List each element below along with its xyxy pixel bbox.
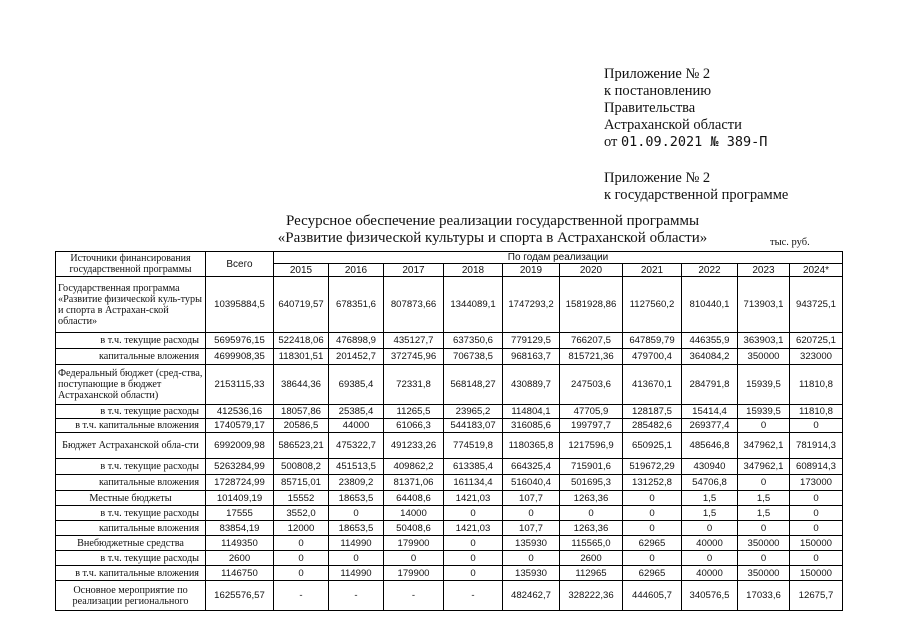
year-value: 475322,7	[329, 433, 384, 459]
year-value: 446355,9	[682, 333, 738, 349]
year-value: 1,5	[738, 506, 790, 521]
year-value: 479700,4	[623, 349, 682, 365]
year-value: 1263,36	[560, 521, 623, 536]
year-value: 774519,8	[444, 433, 503, 459]
row-total: 1149350	[206, 536, 274, 551]
year-value: 430889,7	[503, 365, 560, 405]
year-header: 2020	[560, 264, 623, 277]
year-value: 0	[623, 491, 682, 506]
year-value: 323000	[790, 349, 843, 365]
year-value: 269377,4	[682, 419, 738, 433]
year-value: 50408,6	[384, 521, 444, 536]
year-header: 2024*	[790, 264, 843, 277]
year-value: 430940	[682, 459, 738, 475]
year-value: 482462,7	[503, 581, 560, 611]
row-total: 101409,19	[206, 491, 274, 506]
year-value: 44000	[329, 419, 384, 433]
year-value: 620725,1	[790, 333, 843, 349]
year-value: 363903,1	[738, 333, 790, 349]
row-label: капитальные вложения	[56, 349, 206, 365]
year-value: 15552	[274, 491, 329, 506]
year-value: 0	[790, 491, 843, 506]
table-row	[56, 581, 843, 611]
row-total: 17555	[206, 506, 274, 521]
table-row	[56, 491, 843, 506]
year-value: 608914,3	[790, 459, 843, 475]
year-value: 364084,2	[682, 349, 738, 365]
year-value: 586523,21	[274, 433, 329, 459]
year-value: 637350,6	[444, 333, 503, 349]
row-label: в т.ч. текущие расходы	[56, 551, 206, 566]
year-value: 135930	[503, 536, 560, 551]
year-value: 1421,03	[444, 521, 503, 536]
year-value: -	[444, 581, 503, 611]
year-header: 2023	[738, 264, 790, 277]
year-value: 0	[790, 506, 843, 521]
title-line-1: Ресурсное обеспечение реализации государственной программы	[285, 213, 700, 229]
appendix-date-line	[604, 134, 767, 151]
year-header: 2017	[384, 264, 444, 277]
year-value: 476898,9	[329, 333, 384, 349]
year-value: 161134,4	[444, 475, 503, 491]
year-value: 0	[790, 521, 843, 536]
year-value: 1747293,2	[503, 277, 560, 333]
year-value: 0	[738, 419, 790, 433]
year-value: 72331,8	[384, 365, 444, 405]
year-value: 285482,6	[623, 419, 682, 433]
year-value: 118301,51	[274, 349, 329, 365]
year-header: 2022	[682, 264, 738, 277]
row-label: в т.ч. текущие расходы	[56, 506, 206, 521]
year-value: 201452,7	[329, 349, 384, 365]
year-value: 128187,5	[623, 405, 682, 419]
year-value: -	[274, 581, 329, 611]
year-value: 150000	[790, 536, 843, 551]
year-value: 613385,4	[444, 459, 503, 475]
year-value: 328222,36	[560, 581, 623, 611]
year-value: 810440,1	[682, 277, 738, 333]
year-value: 568148,27	[444, 365, 503, 405]
row-label: Местные бюджеты	[56, 491, 206, 506]
year-value: 114804,1	[503, 405, 560, 419]
year-value: 114990	[329, 566, 384, 581]
year-value: 350000	[738, 536, 790, 551]
year-value: 0	[444, 506, 503, 521]
year-value: 347962,1	[738, 433, 790, 459]
year-value: 664325,4	[503, 459, 560, 475]
year-value: 0	[682, 521, 738, 536]
row-label: Основное мероприятие по реализации регионального	[56, 581, 206, 611]
row-label: Государственная программа «Развитие физической куль-туры и спорта в Астрахан-ской области»	[56, 277, 206, 333]
year-value: 64408,6	[384, 491, 444, 506]
year-value: 1421,03	[444, 491, 503, 506]
year-value: 38644,36	[274, 365, 329, 405]
year-header: 2021	[623, 264, 682, 277]
year-value: 779129,5	[503, 333, 560, 349]
table-row	[56, 405, 843, 419]
year-value: 1,5	[682, 491, 738, 506]
year-value: 0	[274, 551, 329, 566]
row-total: 6992009,98	[206, 433, 274, 459]
year-value: 0	[274, 566, 329, 581]
title-line-2: «Развитие физической культуры и спорта в Астраханской области»	[277, 230, 708, 246]
year-value: 485646,8	[682, 433, 738, 459]
year-value: 247503,6	[560, 365, 623, 405]
year-value: 3552,0	[274, 506, 329, 521]
year-value: 11810,8	[790, 405, 843, 419]
row-label: Бюджет Астраханской обла-сти	[56, 433, 206, 459]
year-value: 766207,5	[560, 333, 623, 349]
year-value: 409862,2	[384, 459, 444, 475]
row-label: Федеральный бюджет (сред-ства, поступающие в бюджет Астраханской области)	[56, 365, 206, 405]
year-value: 413670,1	[623, 365, 682, 405]
year-value: 69385,4	[329, 365, 384, 405]
year-value: 0	[790, 419, 843, 433]
year-value: 544183,07	[444, 419, 503, 433]
table-row	[56, 433, 843, 459]
year-value: 179900	[384, 536, 444, 551]
year-value: 0	[274, 536, 329, 551]
year-value: 112965	[560, 566, 623, 581]
year-value: 1217596,9	[560, 433, 623, 459]
row-total: 10395884,5	[206, 277, 274, 333]
year-value: 0	[623, 521, 682, 536]
year-value: 316085,6	[503, 419, 560, 433]
year-value: 0	[623, 506, 682, 521]
year-value: 0	[560, 506, 623, 521]
year-value: 0	[329, 506, 384, 521]
row-total: 5695976,15	[206, 333, 274, 349]
year-value: 61066,3	[384, 419, 444, 433]
year-value: 647859,79	[623, 333, 682, 349]
table-row	[56, 566, 843, 581]
year-value: 435127,7	[384, 333, 444, 349]
row-label: капитальные вложения	[56, 475, 206, 491]
appendix2-block	[604, 170, 788, 204]
year-header: 2018	[444, 264, 503, 277]
year-value: 115565,0	[560, 536, 623, 551]
appendix-date-number: 01.09.2021 № 389-П	[621, 134, 768, 150]
year-value: 40000	[682, 536, 738, 551]
row-label: в т.ч. текущие расходы	[56, 333, 206, 349]
year-value: 500808,2	[274, 459, 329, 475]
year-value: 12675,7	[790, 581, 843, 611]
table-row	[56, 521, 843, 536]
year-value: 1263,36	[560, 491, 623, 506]
year-value: 23965,2	[444, 405, 503, 419]
row-total: 1740579,17	[206, 419, 274, 433]
year-value: 62965	[623, 536, 682, 551]
row-label: в т.ч. капитальные вложения	[56, 419, 206, 433]
row-total: 1146750	[206, 566, 274, 581]
year-value: 62965	[623, 566, 682, 581]
year-value: 350000	[738, 566, 790, 581]
year-value: 1,5	[682, 506, 738, 521]
year-value: 0	[790, 551, 843, 566]
row-label: капитальные вложения	[56, 521, 206, 536]
table-row	[56, 551, 843, 566]
row-label: Внебюджетные средства	[56, 536, 206, 551]
year-value: 678351,6	[329, 277, 384, 333]
year-value: 0	[738, 475, 790, 491]
table-body	[56, 277, 843, 611]
table-row	[56, 475, 843, 491]
year-value: 54706,8	[682, 475, 738, 491]
year-value: -	[384, 581, 444, 611]
year-value: 519672,29	[623, 459, 682, 475]
year-value: 25385,4	[329, 405, 384, 419]
table-row	[56, 365, 843, 405]
row-total: 412536,16	[206, 405, 274, 419]
year-value: 1581928,86	[560, 277, 623, 333]
row-total: 5263284,99	[206, 459, 274, 475]
appendix-line: Правительства	[604, 100, 696, 116]
year-value: 350000	[738, 349, 790, 365]
year-value: 15939,5	[738, 365, 790, 405]
row-total: 2153115,33	[206, 365, 274, 405]
appendix2-line: к государственной программе	[604, 187, 789, 203]
table-row	[56, 333, 843, 349]
year-value: 1180365,8	[503, 433, 560, 459]
year-value: 107,7	[503, 521, 560, 536]
year-value: 179900	[384, 566, 444, 581]
year-value: 1,5	[738, 491, 790, 506]
year-value: 114990	[329, 536, 384, 551]
year-value: 135930	[503, 566, 560, 581]
year-value: 968163,7	[503, 349, 560, 365]
table-row	[56, 419, 843, 433]
year-value: 23809,2	[329, 475, 384, 491]
table-row	[56, 459, 843, 475]
appendix-date-prefix: от	[604, 134, 618, 150]
year-value: 0	[738, 551, 790, 566]
year-value: 0	[738, 521, 790, 536]
table-row	[56, 506, 843, 521]
year-value: 11265,5	[384, 405, 444, 419]
year-value: 706738,5	[444, 349, 503, 365]
year-value: 1344089,1	[444, 277, 503, 333]
year-value: 81371,06	[384, 475, 444, 491]
year-value: 40000	[682, 566, 738, 581]
year-value: 451513,5	[329, 459, 384, 475]
row-total: 2600	[206, 551, 274, 566]
year-value: 131252,8	[623, 475, 682, 491]
year-value: 2600	[560, 551, 623, 566]
year-value: 0	[623, 551, 682, 566]
year-value: 943725,1	[790, 277, 843, 333]
row-total: 1625576,57	[206, 581, 274, 611]
year-value: -	[329, 581, 384, 611]
year-value: 173000	[790, 475, 843, 491]
total-header: Всего	[206, 252, 274, 277]
year-value: 0	[329, 551, 384, 566]
year-value: 47705,9	[560, 405, 623, 419]
year-value: 17033,6	[738, 581, 790, 611]
year-value: 516040,4	[503, 475, 560, 491]
row-total: 83854,19	[206, 521, 274, 536]
year-value: 0	[503, 551, 560, 566]
year-value: 150000	[790, 566, 843, 581]
year-header: 2016	[329, 264, 384, 277]
year-value: 713903,1	[738, 277, 790, 333]
years-header: По годам реализации	[274, 252, 843, 264]
year-value: 0	[384, 551, 444, 566]
year-value: 781914,3	[790, 433, 843, 459]
year-value: 0	[444, 536, 503, 551]
year-value: 650925,1	[623, 433, 682, 459]
row-total: 4699908,35	[206, 349, 274, 365]
row-label: в т.ч. капитальные вложения	[56, 566, 206, 581]
year-value: 12000	[274, 521, 329, 536]
year-value: 372745,96	[384, 349, 444, 365]
year-value: 807873,66	[384, 277, 444, 333]
year-value: 18653,5	[329, 491, 384, 506]
year-value: 1127560,2	[623, 277, 682, 333]
year-value: 0	[682, 551, 738, 566]
year-value: 284791,8	[682, 365, 738, 405]
year-value: 85715,01	[274, 475, 329, 491]
year-value: 715901,6	[560, 459, 623, 475]
year-value: 522418,06	[274, 333, 329, 349]
year-value: 14000	[384, 506, 444, 521]
row-label: в т.ч. текущие расходы	[56, 405, 206, 419]
table-row	[56, 277, 843, 333]
year-value: 444605,7	[623, 581, 682, 611]
year-value: 20586,5	[274, 419, 329, 433]
year-value: 640719,57	[274, 277, 329, 333]
year-value: 15939,5	[738, 405, 790, 419]
year-value: 0	[503, 506, 560, 521]
year-value: 0	[444, 566, 503, 581]
source-header: Источники финансирования государственной программы	[56, 252, 206, 277]
year-value: 107,7	[503, 491, 560, 506]
year-header: 2019	[503, 264, 560, 277]
year-value: 491233,26	[384, 433, 444, 459]
year-value: 347962,1	[738, 459, 790, 475]
year-value: 11810,8	[790, 365, 843, 405]
table-row	[56, 349, 843, 365]
year-header: 2015	[274, 264, 329, 277]
appendix2-line: Приложение № 2	[604, 170, 711, 186]
year-value: 18057,86	[274, 405, 329, 419]
appendix-line: Приложение № 2	[604, 66, 711, 82]
resource-table	[55, 251, 843, 611]
row-total: 1728724,99	[206, 475, 274, 491]
year-value: 18653,5	[329, 521, 384, 536]
year-value: 0	[444, 551, 503, 566]
year-value: 501695,3	[560, 475, 623, 491]
year-value: 340576,5	[682, 581, 738, 611]
year-value: 199797,7	[560, 419, 623, 433]
appendix-line: к постановлению	[604, 83, 712, 99]
table-row	[56, 536, 843, 551]
appendix-line: Астраханской области	[604, 117, 742, 133]
year-value: 815721,36	[560, 349, 623, 365]
year-value: 15414,4	[682, 405, 738, 419]
unit-label: тыс. руб.	[770, 237, 810, 248]
appendix-block	[604, 66, 767, 151]
row-label: в т.ч. текущие расходы	[56, 459, 206, 475]
